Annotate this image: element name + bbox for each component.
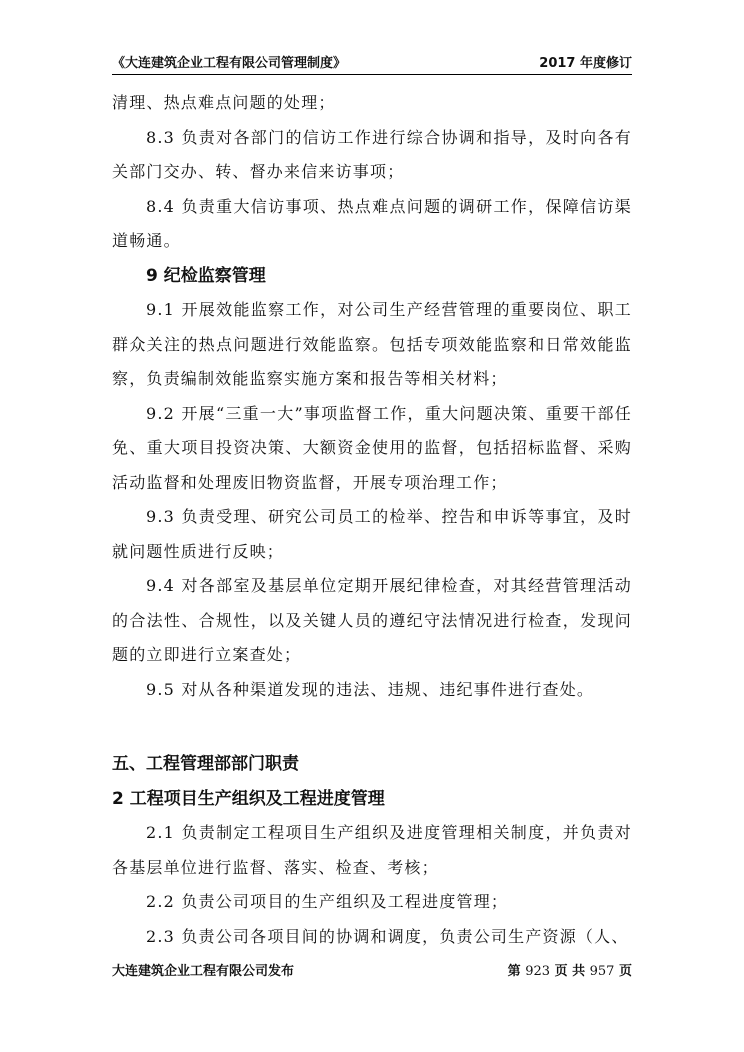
section-heading: 2 工程项目生产组织及工程进度管理 [112, 788, 385, 809]
paragraph: 9.3 负责受理、研究公司员工的检举、控告和申诉等事宜，及时就问题性质进行反映； [112, 507, 632, 561]
paragraph: 8.4 负责重大信访事项、热点难点问题的调研工作，保障信访渠道畅通。 [112, 196, 632, 250]
current-page: 923 [525, 964, 551, 979]
paragraph: 9.5 对从各种渠道发现的违法、违规、违纪事件进行查处。 [146, 679, 595, 699]
page-footer [112, 960, 632, 979]
page-number [508, 960, 632, 979]
page-header [112, 52, 632, 75]
section-heading: 9 纪检监察管理 [146, 265, 266, 286]
document-body [112, 86, 632, 954]
page-prefix: 第 [507, 964, 521, 979]
page-middle: 页 共 [554, 964, 586, 979]
chapter-heading: 五、工程管理部部门职责 [112, 754, 299, 774]
paragraph: 清理、热点难点问题的处理； [112, 93, 336, 112]
paragraph: 8.3 负责对各部门的信访工作进行综合协调和指导，及时向各有关部门交办、转、督办来信来访事项； [112, 127, 632, 181]
paragraph: 9.4 对各部室及基层单位定期开展纪律检查，对其经营管理活动的合法性、合规性，以及关键人员的遵纪守法情况进行检查，发现问题的立即进行立案查处； [112, 576, 632, 664]
paragraph: 2.1 负责制定工程项目生产组织及进度管理相关制度，并负责对各基层单位进行监督、落实、检查、考核； [112, 823, 632, 877]
publisher: 大连建筑企业工程有限公司发布 [112, 964, 295, 979]
paragraph: 9.2 开展“三重一大”事项监督工作，重大问题决策、重要干部任免、重大项目投资决策、大额资金使用的监督，包括招标监督、采购活动监督和处理废旧物资监督，开展专项治理工作； [112, 403, 632, 492]
paragraph: 2.2 负责公司项目的生产组织及工程进度管理； [146, 892, 509, 911]
document-title: 《大连建筑企业工程有限公司管理制度》 [112, 56, 347, 71]
page-suffix: 页 [618, 964, 632, 979]
paragraph: 2.3 负责公司各项目间的协调和调度，负责公司生产资源（人、 [146, 926, 629, 946]
paragraph: 9.1 开展效能监察工作，对公司生产经营管理的重要岗位、职工群众关注的热点问题进行效能监察。包括专项效能监察和日常效能监察，负责编制效能监察实施方案和报告等相关材料； [112, 300, 632, 388]
revision-label: 2017 年度修订 [539, 56, 632, 71]
total-pages: 957 [589, 964, 615, 979]
